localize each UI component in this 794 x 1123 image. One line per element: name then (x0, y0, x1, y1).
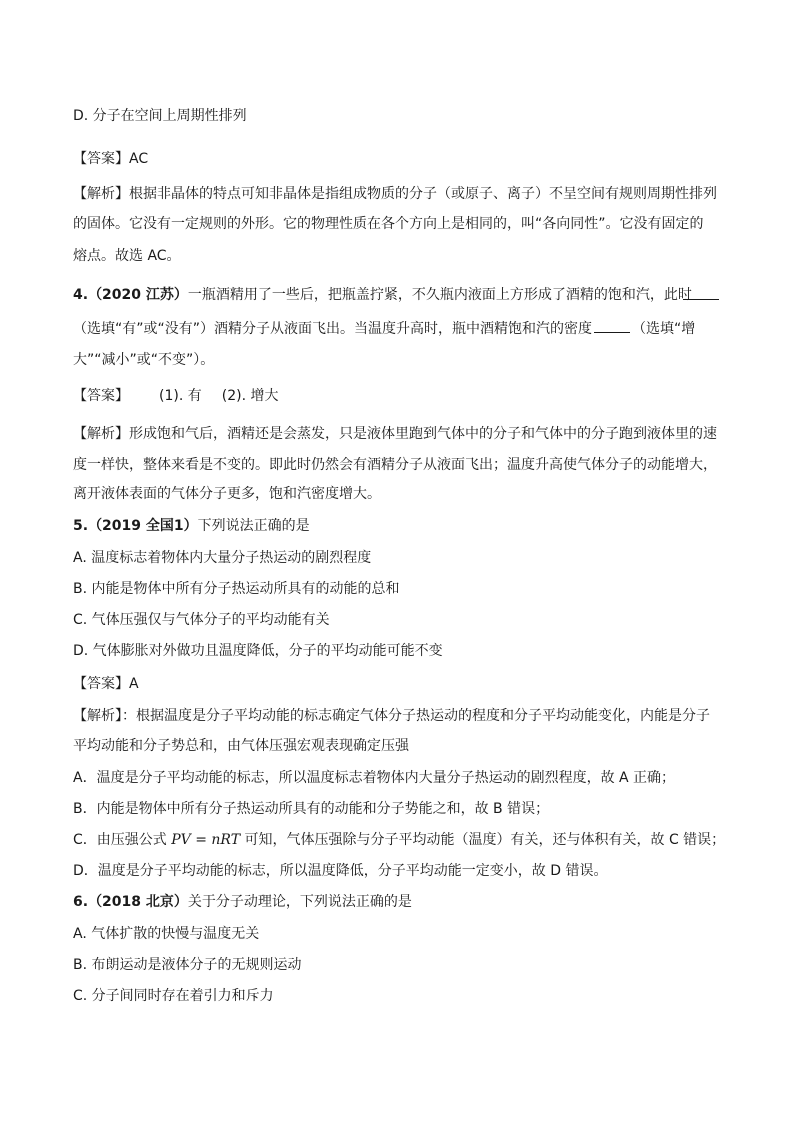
analysis-label: 【解析】 (73, 186, 129, 202)
question-stem: 关于分子动理论，下列说法正确的是 (187, 894, 412, 910)
analysis-label: 【解析】 (73, 426, 129, 442)
q6-option-a: A. 气体扩散的快慢与温度无关 (73, 926, 260, 942)
q5-analysis-line-1 (73, 706, 710, 726)
q5-analysis-a: A．温度是分子平均动能的标志，所以温度标志着物体内大量分子热运动的剧烈程度，故 A 正确； (73, 770, 676, 786)
answer-label: 【答案】 (73, 151, 129, 167)
q3-option-d: D. 分子在空间上周期性排列 (73, 108, 247, 124)
q5-option-d: D. 气体膨胀对外做功且温度降低，分子的平均动能可能不变 (73, 643, 443, 659)
analysis-text: 根据非晶体的特点可知非晶体是指组成物质的分子（或原子、离子）不呈空间有规则周期性排列 (129, 186, 717, 202)
analysis-text: ：根据温度是分子平均动能的标志确定气体分子热运动的程度和分子平均动能变化，内能是分子 (122, 708, 710, 724)
question-source: （2019 全国1） (88, 518, 198, 534)
question-number: 6. (73, 894, 89, 910)
question-stem: 一瓶酒精用了一些后，把瓶盖拧紧，不久瓶内液面上方形成了酒精的饱和汽，此时 (187, 287, 692, 303)
ideal-gas-formula: PV = nRT (171, 832, 241, 848)
q6-option-c: C. 分子间同时存在着引力和斥力 (73, 988, 274, 1004)
q4-analysis-line-1 (73, 424, 717, 444)
question-source: （2020 江苏） (88, 287, 188, 303)
answer-value: A (129, 676, 139, 692)
answer-value: AC (129, 151, 149, 167)
q5-analysis-c (73, 830, 725, 850)
q3-analysis-line-2: 的固体。它没有一定规则的外形。它的物理性质在各个方向上是相同的，叫“各向同性”。它没有固定的 (73, 216, 704, 232)
analysis-text: 形成饱和气后，酒精还是会蒸发，只是液体里跑到气体中的分子和气体中的分子跑到液体里的速 (129, 426, 717, 442)
q3-answer-line (73, 149, 148, 169)
q5-analysis-line-2: 平均动能和分子势总和，由气体压强宏观表现确定压强 (73, 738, 409, 754)
fill-blank-2 (594, 318, 630, 333)
answer-label: 【答案】 (73, 676, 129, 692)
question-stem: （选填“有”或“没有”）酒精分子从液面飞出。当温度升高时，瓶中酒精饱和汽的密度 (73, 321, 593, 337)
q4-stem-line-1 (73, 285, 721, 305)
q5-analysis-d: D．温度是分子平均动能的标志，所以温度降低，分子平均动能一定变小，故 D 错误。 (73, 863, 608, 879)
question-stem: （选填“增 (632, 321, 696, 337)
question-number: 5. (73, 518, 89, 534)
question-number: 4. (73, 287, 89, 303)
answer-label: 【答案】 (73, 388, 129, 404)
q4-answer-line (73, 386, 278, 406)
fill-blank-1 (683, 285, 719, 300)
answer-part-2: (2). 增大 (221, 388, 279, 404)
q5-stem (73, 516, 310, 536)
q6-stem (73, 892, 412, 912)
q5-analysis-b: B．内能是物体中所有分子热运动所具有的动能和分子势能之和，故 B 错误； (73, 801, 550, 817)
question-stem: 下列说法正确的是 (197, 518, 310, 534)
q3-analysis-line-3: 熔点。故选 AC。 (73, 248, 181, 264)
q4-analysis-line-3: 离开液体表面的气体分子更多，饱和汽密度增大。 (73, 486, 381, 502)
q4-analysis-line-2: 度一样快，整体来看是不变的。即此时仍然会有酒精分子从液面飞出；温度升高使气体分子的动能增大， (73, 457, 717, 473)
answer-part-1: (1). 有 (159, 388, 202, 404)
q5-option-a: A. 温度标志着物体内大量分子热运动的剧烈程度 (73, 550, 372, 566)
q4-stem-line-2 (73, 318, 721, 339)
analysis-label: 【解析】 (73, 708, 122, 724)
question-source: （2018 北京） (88, 894, 188, 910)
q5-option-b: B. 内能是物体中所有分子热运动所具有的动能的总和 (73, 581, 400, 597)
analysis-text: 可知，气体压强除与分子平均动能（温度）有关，还与体积有关，故 C 错误； (244, 832, 726, 848)
q4-stem-line-3: 大”“减小”或“不变”）。 (73, 352, 215, 368)
q5-answer-line (73, 674, 139, 694)
q3-analysis-line-1 (73, 184, 717, 204)
q5-option-c: C. 气体压强仅与气体分子的平均动能有关 (73, 612, 330, 628)
q6-option-b: B. 布朗运动是液体分子的无规则运动 (73, 957, 302, 973)
analysis-text: C．由压强公式 (73, 832, 167, 848)
